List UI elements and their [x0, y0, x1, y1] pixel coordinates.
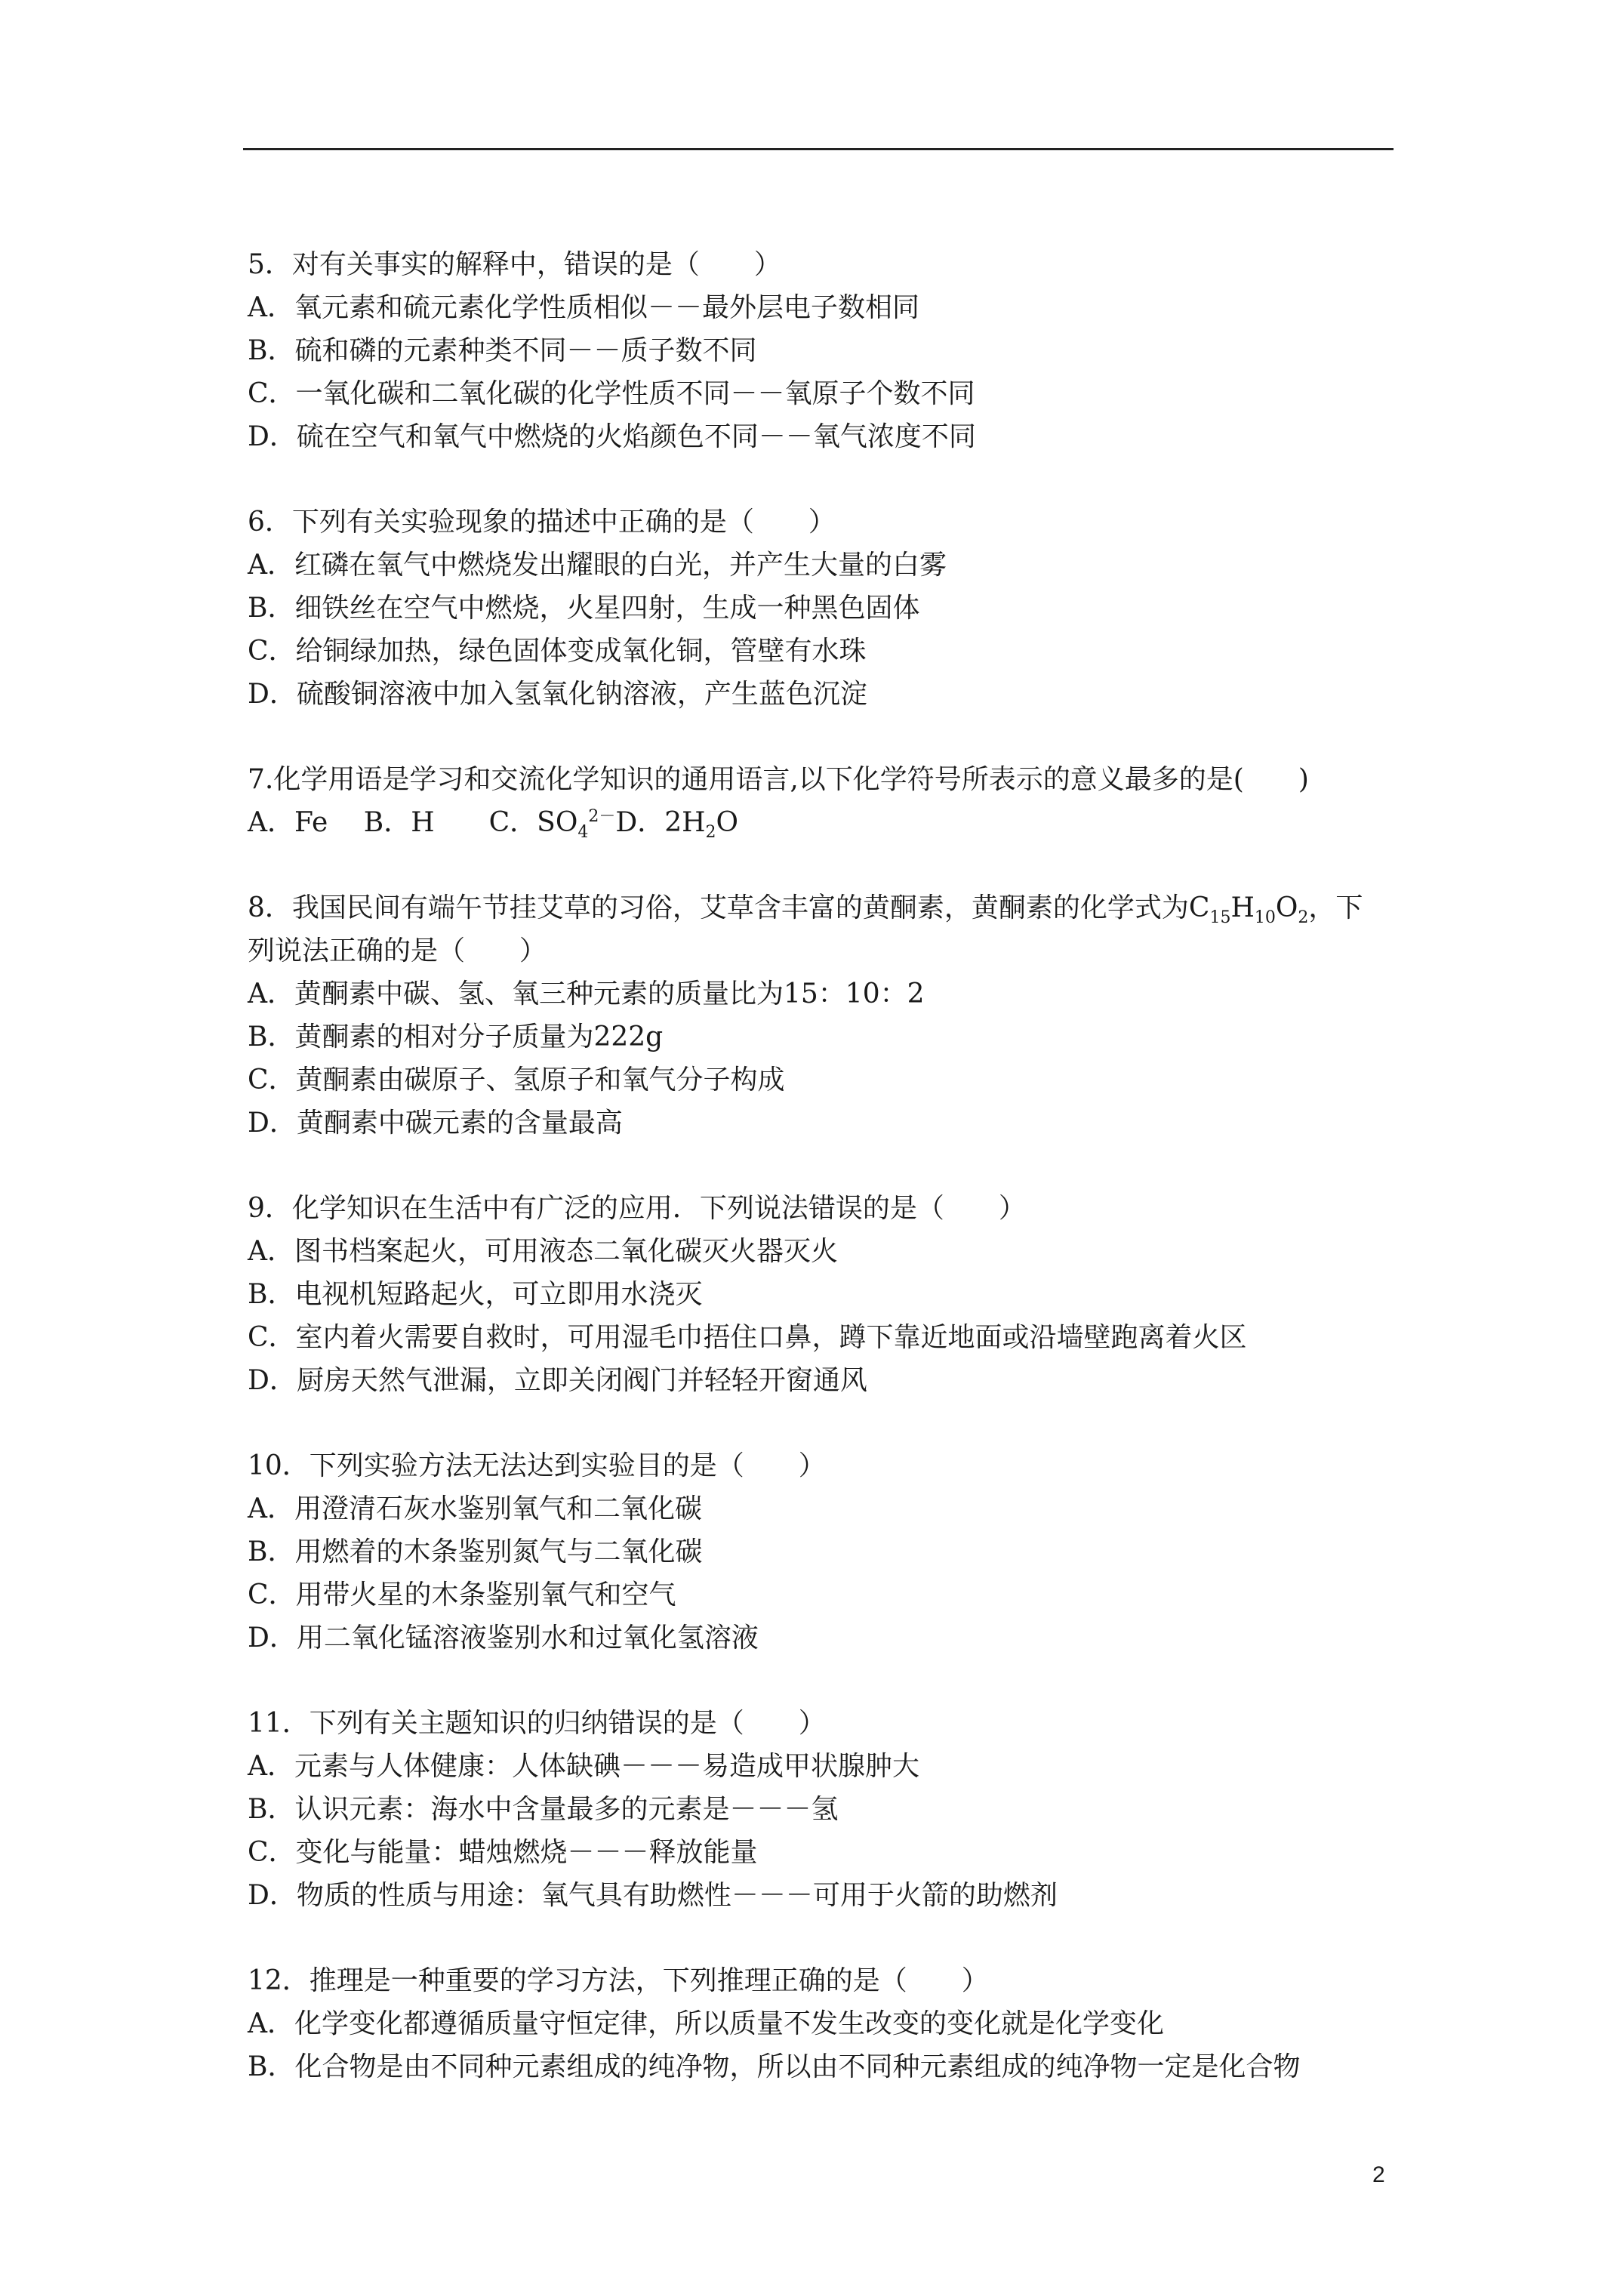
question-11-stem: 11．下列有关主题知识的归纳错误的是（ ）: [248, 1708, 826, 1739]
page-content: [248, 243, 1395, 2131]
question-9-option-a: A．图书档案起火，可用液态二氧化碳灭火器灭火: [248, 1236, 838, 1267]
question-6-stem: 6．下列有关实验现象的描述中正确的是（ ）: [248, 507, 836, 538]
question-12-option-b: B．化合物是由不同种元素组成的纯净物，所以由不同种元素组成的纯净物一定是化合物: [248, 2051, 1301, 2082]
formula-h-subscript: 10: [1254, 908, 1276, 928]
question-7-option-d-prefix: D．2H: [615, 807, 706, 838]
question-10-option-d: D．用二氧化锰溶液鉴别水和过氧化氢溶液: [248, 1623, 759, 1653]
question-6-option-d: D．硫酸铜溶液中加入氢氧化钠溶液，产生蓝色沉淀: [248, 679, 867, 710]
question-9-option-b: B．电视机短路起火，可立即用水浇灭: [248, 1279, 703, 1310]
question-7-options: [248, 801, 1395, 844]
formula-h: H: [1230, 892, 1255, 923]
question-8-stem-post: ，下: [1308, 892, 1363, 923]
question-10-option-c: C．用带火星的木条鉴别氧气和空气: [248, 1579, 676, 1610]
question-11: [248, 1702, 1395, 1917]
so4-superscript: 2－: [588, 807, 616, 826]
question-10-option-a: A．用澄清石灰水鉴别氧气和二氧化碳: [248, 1493, 702, 1524]
formula-o: O: [1275, 892, 1298, 923]
formula-o-subscript: 2: [1298, 908, 1309, 928]
question-6-option-c: C．给铜绿加热，绿色固体变成氧化铜，管壁有水珠: [248, 636, 867, 667]
question-10-stem: 10．下列实验方法无法达到实验目的是（ ）: [248, 1450, 826, 1481]
question-10: [248, 1444, 1395, 1660]
h2o-subscript: 2: [705, 823, 716, 843]
question-8-stem-line2: 列说法正确的是（ ）: [248, 935, 547, 966]
question-11-option-b: B．认识元素：海水中含量最多的元素是－－－氢: [248, 1794, 839, 1825]
question-9-option-d: D．厨房天然气泄漏，立即关闭阀门并轻轻开窗通风: [248, 1365, 867, 1396]
question-11-option-a: A．元素与人体健康：人体缺碘－－－易造成甲状腺肿大: [248, 1751, 919, 1782]
so4-subscript: 4: [577, 823, 589, 843]
question-8-stem-pre: 8．我国民间有端午节挂艾草的习俗，艾草含丰富的黄酮素，黄酮素的化学式为C: [248, 892, 1210, 923]
question-8-option-c: C．黄酮素由碳原子、氢原子和氧气分子构成: [248, 1065, 785, 1096]
question-5-option-a: A．氧元素和硫元素化学性质相似－－最外层电子数相同: [248, 292, 919, 323]
question-5-stem: 5．对有关事实的解释中，错误的是（ ）: [248, 249, 781, 280]
question-6: [248, 501, 1395, 716]
question-7-option-d-suffix: O: [716, 807, 739, 838]
question-11-option-c: C．变化与能量：蜡烛燃烧－－－释放能量: [248, 1837, 758, 1868]
question-8-option-d: D．黄酮素中碳元素的含量最高: [248, 1108, 623, 1139]
page-number: 2: [1372, 2162, 1385, 2187]
header-rule: [243, 148, 1394, 150]
question-12: [248, 1959, 1395, 2088]
question-7: [248, 758, 1395, 844]
question-5-option-c: C．一氧化碳和二氧化碳的化学性质不同－－氧原子个数不同: [248, 378, 975, 409]
question-9-option-c: C．室内着火需要自救时，可用湿毛巾捂住口鼻，蹲下靠近地面或沿墙壁跑离着火区: [248, 1322, 1247, 1353]
question-6-option-a: A．红磷在氧气中燃烧发出耀眼的白光，并产生大量的白雾: [248, 550, 947, 581]
question-8-option-b: B．黄酮素的相对分子质量为222g: [248, 1022, 664, 1052]
question-8-stem-line1: [248, 886, 1395, 929]
question-7-stem: 7.化学用语是学习和交流化学知识的通用语言,以下化学符号所表示的意义最多的是( ): [248, 764, 1309, 795]
question-5: [248, 243, 1395, 458]
question-9-stem: 9．化学知识在生活中有广泛的应用．下列说法错误的是（ ）: [248, 1193, 1026, 1224]
question-6-option-b: B．细铁丝在空气中燃烧，火星四射，生成一种黑色固体: [248, 593, 920, 624]
formula-c-subscript: 15: [1209, 908, 1231, 928]
question-8-option-a: A．黄酮素中碳、氢、氧三种元素的质量比为15：10：2: [248, 978, 925, 1009]
question-5-option-b: B．硫和磷的元素种类不同－－质子数不同: [248, 335, 757, 366]
question-5-option-d: D．硫在空气和氧气中燃烧的火焰颜色不同－－氧气浓度不同: [248, 421, 976, 452]
question-10-option-b: B．用燃着的木条鉴别氮气与二氧化碳: [248, 1536, 703, 1567]
question-9: [248, 1187, 1395, 1402]
question-8: [248, 886, 1395, 1145]
question-11-option-d: D．物质的性质与用途：氧气具有助燃性－－－可用于火箭的助燃剂: [248, 1880, 1058, 1911]
question-12-stem: 12．推理是一种重要的学习方法，下列推理正确的是（ ）: [248, 1965, 989, 1996]
question-7-options-abc: A．Fe B．H C．SO: [248, 807, 578, 838]
question-12-option-a: A．化学变化都遵循质量守恒定律，所以质量不发生改变的变化就是化学变化: [248, 2008, 1164, 2039]
